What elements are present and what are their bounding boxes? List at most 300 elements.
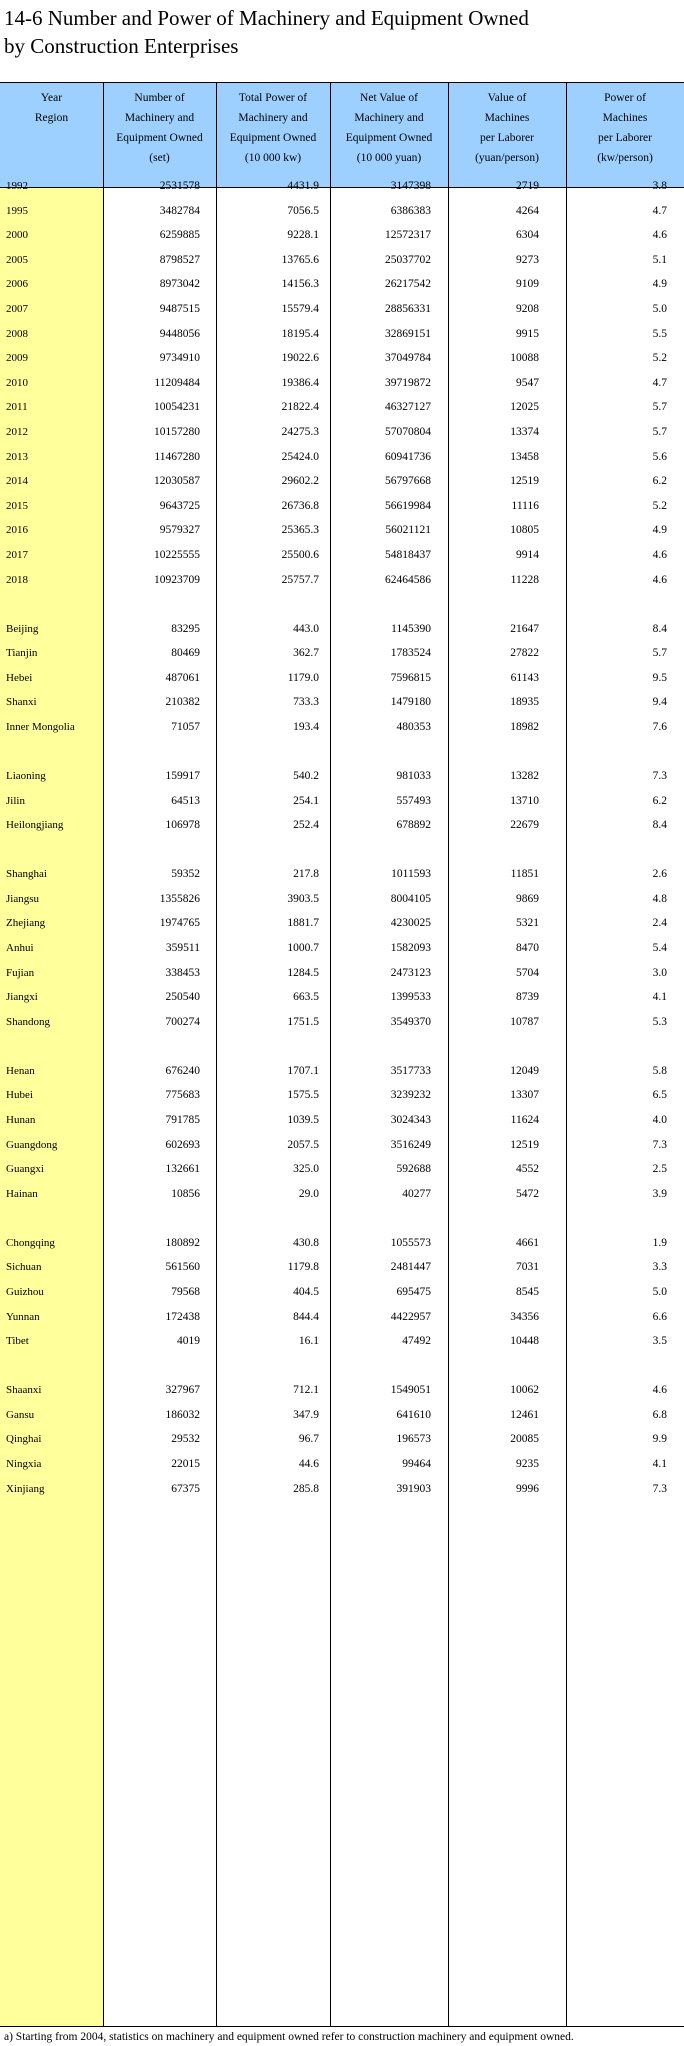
table-cell: 3239232 [390,1089,431,1102]
table-cell: 4.1 [652,1458,667,1470]
table-cell: 21822.4 [281,401,319,414]
table-cell: 4.0 [652,1114,667,1126]
table-cell: 2057.5 [287,1138,319,1151]
table-cell: 29532 [171,1433,200,1446]
table-cell: 16.1 [298,1335,319,1348]
table-row [0,913,684,933]
row-label: Xinjiang [6,1482,45,1495]
table-cell: 10054231 [154,401,200,414]
table-cell: 4.6 [652,1384,667,1397]
row-label: 1995 [6,204,28,217]
table-row [0,250,684,270]
table-row [0,1012,684,1032]
table-cell: 7.3 [652,770,667,782]
footnote: a) Starting from 2004, statistics on machinery and equipment owned refer to construction machinery and equipment owned. [4,2031,574,2043]
table-row [0,1331,684,1351]
table-row [0,1282,684,1302]
table-cell: 13765.6 [281,253,319,266]
row-label: Sichuan [6,1261,42,1274]
table-cell: 67375 [171,1482,200,1495]
table-cell: 4.1 [652,991,667,1004]
row-label: 2005 [6,253,28,266]
table-cell: 28856331 [385,303,431,315]
table-cell: 561560 [165,1261,200,1274]
table-cell: 10856 [171,1187,200,1200]
table-cell: 11467280 [154,450,200,463]
table-cell: 3.0 [652,966,667,979]
table-cell: 10805 [510,524,539,537]
table-cell: 15579.4 [281,303,319,315]
table-cell: 791785 [165,1114,200,1126]
table-cell: 359511 [165,942,200,954]
row-label: 2011 [6,401,28,414]
table-row [0,520,684,540]
table-cell: 663.5 [293,991,319,1004]
title-line-2: by Construction Enterprises [4,34,239,58]
table-cell: 18982 [510,721,539,733]
table-cell: 56619984 [385,499,431,512]
table-cell: 443.0 [293,622,319,635]
table-row [0,570,684,590]
table-cell: 132661 [165,1163,200,1176]
table-cell: 3.8 [652,180,667,192]
table-row [0,717,684,737]
table-cell: 13710 [510,794,539,807]
table-cell: 733.3 [293,696,319,709]
table-cell: 59352 [171,868,200,881]
table-cell: 6.6 [652,1310,667,1323]
table-cell: 2.5 [652,1163,667,1176]
table-cell: 27822 [510,647,539,660]
table-row [0,274,684,294]
row-label: 2015 [6,499,28,512]
table-cell: 4.9 [652,278,667,291]
table-cell: 4.7 [652,204,667,217]
table-row [0,766,684,786]
row-label: Guangxi [6,1163,44,1176]
row-label: Jiangxi [6,991,38,1004]
table-cell: 71057 [171,721,200,733]
table-cell: 29.0 [298,1187,319,1200]
table-cell: 172438 [165,1310,200,1323]
table-cell: 44.6 [298,1458,319,1470]
table-row [0,496,684,516]
table-cell: 981033 [396,770,431,782]
table-cell: 11209484 [154,376,200,389]
table-cell: 3.3 [652,1261,667,1274]
table-cell: 7.6 [652,721,667,733]
table-cell: 217.8 [293,868,319,881]
table-cell: 9996 [516,1482,539,1495]
table-cell: 210382 [165,696,200,709]
table-row [0,938,684,958]
table-cell: 327967 [165,1384,200,1397]
row-label: Anhui [6,942,34,954]
table-row [0,1061,684,1081]
table-cell: 5.3 [652,1015,667,1028]
row-label: Tianjin [6,647,38,660]
table-cell: 4422957 [390,1310,431,1323]
table-cell: 1575.5 [287,1089,319,1102]
table-cell: 5.6 [652,450,667,463]
table-cell: 12030587 [154,475,200,488]
row-label: Heilongjiang [6,819,64,832]
table-cell: 6.2 [652,475,667,488]
table-cell: 4.6 [652,573,667,586]
table-cell: 10062 [510,1384,539,1397]
table-cell: 10088 [510,352,539,365]
table-cell: 4.6 [652,549,667,561]
table-cell: 20085 [510,1433,539,1446]
table-cell: 3147398 [390,180,431,192]
table-cell: 254.1 [293,794,319,807]
table-cell: 8.4 [652,819,667,832]
table-row [0,987,684,1007]
row-label: Shaanxi [6,1384,42,1397]
table-cell: 9643725 [159,499,200,512]
table-cell: 700274 [165,1015,200,1028]
table-cell: 9547 [516,376,539,389]
table-cell: 25365.3 [281,524,319,537]
table-cell: 34356 [510,1310,539,1323]
table-cell: 5.2 [652,499,667,512]
table-row [0,1405,684,1425]
row-label: 2007 [6,303,28,315]
table-cell: 1751.5 [287,1015,319,1028]
table-cell: 285.8 [293,1482,319,1495]
row-label: 2009 [6,352,28,365]
table-cell: 83295 [171,622,200,635]
table-cell: 6259885 [159,229,200,242]
table-cell: 14156.3 [281,278,319,291]
table-cell: 12519 [510,1138,539,1151]
row-label: Shanxi [6,696,37,709]
table-cell: 712.1 [293,1384,319,1397]
table-cell: 57070804 [385,426,431,438]
table-cell: 4019 [177,1335,200,1348]
row-label: Hainan [6,1187,38,1200]
table-cell: 9.4 [652,696,667,709]
table-cell: 13458 [510,450,539,463]
table-cell: 29602.2 [281,475,319,488]
table-cell: 12519 [510,475,539,488]
table-cell: 6.5 [652,1089,667,1102]
table-cell: 480353 [396,721,431,733]
table-cell: 8798527 [159,253,200,266]
table-row [0,963,684,983]
table-row [0,348,684,368]
table-cell: 7.3 [652,1138,667,1151]
table-cell: 12461 [510,1408,539,1421]
table-cell: 5.7 [652,647,667,660]
table-row [0,1110,684,1130]
table-row [0,1085,684,1105]
table-row [0,1380,684,1400]
table-cell: 1974765 [159,917,200,930]
title-line-1: 14-6 Number and Power of Machinery and Equipment Owned [4,6,529,30]
row-label: Henan [6,1064,35,1077]
page-title [4,4,529,60]
table-cell: 18935 [510,696,539,709]
table-cell: 11116 [511,499,539,512]
column-header: Number of Machinery and Equipment Owned (set) [116,92,203,164]
table-cell: 2.4 [652,917,667,930]
row-label: Guangdong [6,1138,58,1151]
table-row [0,1233,684,1253]
table-cell: 9448056 [159,327,200,340]
table-row [0,1429,684,1449]
row-label: 2014 [6,475,28,488]
table-row [0,225,684,245]
table-cell: 4.9 [652,524,667,537]
table-cell: 5.7 [652,401,667,414]
table-cell: 5.5 [652,327,667,340]
table-row [0,299,684,319]
table-cell: 487061 [165,671,200,684]
column-header: Year Region [34,92,69,124]
table-cell: 4264 [516,204,539,217]
table-cell: 9869 [516,892,539,905]
table-cell: 8.4 [652,622,667,635]
table-cell: 6304 [516,229,539,242]
table-cell: 404.5 [293,1286,319,1298]
table-cell: 22679 [510,819,539,832]
row-label: Gansu [6,1408,35,1421]
row-label: Ningxia [6,1458,42,1470]
table-cell: 3.5 [652,1335,667,1348]
table-cell: 1479180 [390,696,431,709]
table-cell: 1355826 [159,892,200,905]
table-cell: 3549370 [390,1015,431,1028]
table-row [0,324,684,344]
table-cell: 12572317 [385,229,431,242]
table-cell: 37049784 [385,352,431,365]
table-row [0,1135,684,1155]
table-cell: 10787 [510,1015,539,1028]
table-cell: 3903.5 [287,892,319,905]
table-cell: 5.8 [652,1064,667,1077]
row-label: 2006 [6,278,28,291]
table-cell: 21647 [510,622,539,635]
table-row [0,1257,684,1277]
table-cell: 10225555 [154,549,200,561]
row-label: Hebei [6,671,33,684]
table-cell: 4.6 [652,229,667,242]
table-cell: 1399533 [390,991,431,1004]
row-label: Inner Mongolia [6,721,75,733]
column-header: Total Power of Machinery and Equipment Owned (10 000 kw) [229,92,317,164]
table-cell: 3482784 [159,204,200,217]
data-table [0,82,684,2027]
table-cell: 7596815 [390,671,431,684]
table-row [0,373,684,393]
table-cell: 60941736 [385,450,431,463]
table-cell: 9487515 [159,303,200,315]
table-cell: 4.8 [652,892,667,905]
table-cell: 1549051 [390,1384,431,1397]
table-cell: 13307 [510,1089,539,1102]
table-cell: 1783524 [390,647,431,660]
table-cell: 8004105 [390,892,431,905]
row-label: Beijing [6,622,39,635]
table-cell: 8739 [516,991,539,1004]
table-cell: 3.9 [652,1187,667,1200]
row-label: Guizhou [6,1286,44,1298]
table-cell: 557493 [396,794,431,807]
table-row [0,422,684,442]
table-cell: 9914 [516,549,539,561]
table-cell: 12049 [510,1064,539,1077]
table-cell: 186032 [165,1408,200,1421]
table-cell: 180892 [165,1236,200,1249]
row-label: 2010 [6,376,28,389]
row-label: Zhejiang [6,917,46,930]
table-cell: 641610 [396,1408,431,1421]
table-cell: 10448 [510,1335,539,1348]
table-cell: 4661 [516,1236,539,1249]
table-row [0,791,684,811]
table-cell: 7031 [516,1261,539,1274]
row-label: 2016 [6,524,28,537]
table-cell: 7.3 [652,1482,667,1495]
table-cell: 1582093 [390,942,431,954]
table-cell: 96.7 [298,1433,319,1446]
row-label: Jiangsu [6,892,39,905]
table-cell: 1011593 [391,868,431,881]
table-cell: 79568 [171,1286,200,1298]
table-row [0,1454,684,1474]
table-cell: 10157280 [154,426,200,438]
row-label: Tibet [6,1335,29,1348]
table-row [0,545,684,565]
table-cell: 5.4 [652,942,667,954]
table-row [0,619,684,639]
table-cell: 106978 [165,819,200,832]
table-cell: 1881.7 [287,917,319,930]
table-cell: 347.9 [293,1408,319,1421]
table-cell: 196573 [396,1433,431,1446]
table-cell: 9228.1 [287,229,319,242]
table-cell: 1179.0 [287,671,319,684]
table-row [0,397,684,417]
table-cell: 5321 [516,917,539,930]
row-label: Liaoning [6,770,46,782]
table-cell: 9.5 [652,671,667,684]
table-cell: 9579327 [159,524,200,537]
table-cell: 844.4 [293,1310,319,1323]
table-cell: 25424.0 [281,450,319,463]
table-cell: 1145390 [391,622,431,635]
table-row [0,668,684,688]
table-row [0,864,684,884]
table-row [0,447,684,467]
table-cell: 18195.4 [281,327,319,340]
table-cell: 9235 [516,1458,539,1470]
table-cell: 19022.6 [281,352,319,365]
table-cell: 9109 [516,278,539,291]
table-cell: 338453 [165,966,200,979]
table-cell: 80469 [171,647,200,660]
table-cell: 1039.5 [287,1114,319,1126]
row-label: Shanghai [6,868,47,881]
row-label: 2008 [6,327,28,340]
table-cell: 11624 [510,1114,539,1126]
row-label: Jilin [6,794,25,807]
table-cell: 2473123 [390,966,431,979]
table-cell: 26736.8 [281,499,319,512]
table-cell: 4230025 [390,917,431,930]
table-cell: 25037702 [385,253,431,266]
table-cell: 602693 [165,1138,200,1151]
table-cell: 3516249 [390,1138,431,1151]
table-cell: 250540 [165,991,200,1004]
column-header: Power of Machines per Laborer (kw/person) [597,92,653,164]
row-label: 2018 [6,573,28,586]
table-cell: 5.0 [652,1286,667,1298]
row-label: 2013 [6,450,28,463]
table-cell: 46327127 [385,401,431,414]
table-cell: 5704 [516,966,539,979]
table-cell: 8973042 [159,278,200,291]
table-cell: 391903 [396,1482,431,1495]
table-cell: 5.2 [652,352,667,365]
table-row [0,1159,684,1179]
table-cell: 159917 [165,770,200,782]
table-cell: 2719 [516,180,539,192]
table-row [0,201,684,221]
row-label: 1992 [6,180,28,192]
table-cell: 1.9 [652,1236,667,1249]
table-cell: 64513 [171,794,200,807]
table-cell: 9208 [516,303,539,315]
table-cell: 8545 [516,1286,539,1298]
table-row [0,176,684,196]
table-cell: 8470 [516,942,539,954]
table-cell: 3517733 [390,1064,431,1077]
row-label: Fujian [6,966,35,979]
table-row [0,815,684,835]
table-cell: 6386383 [390,204,431,217]
table-cell: 12025 [510,401,539,414]
table-cell: 5.7 [652,426,667,438]
row-label: Qinghai [6,1433,42,1446]
table-cell: 19386.4 [281,376,319,389]
table-cell: 47492 [402,1335,431,1348]
table-cell: 22015 [171,1458,200,1470]
table-cell: 13374 [510,426,539,438]
table-cell: 9734910 [159,352,200,365]
row-label: Yunnan [6,1310,40,1323]
table-cell: 4431.9 [287,180,319,192]
table-cell: 40277 [402,1187,431,1200]
table-row [0,1184,684,1204]
table-row [0,889,684,909]
table-cell: 2481447 [390,1261,431,1274]
table-cell: 362.7 [293,647,319,660]
table-cell: 9915 [516,327,539,340]
column-header: Value of Machines per Laborer (yuan/person) [475,92,539,164]
table-cell: 6.8 [652,1408,667,1421]
table-cell: 25757.7 [281,573,319,586]
table-cell: 9.9 [652,1433,667,1446]
table-cell: 4552 [516,1163,539,1176]
table-cell: 5472 [516,1187,539,1200]
table-row [0,1479,684,1499]
table-cell: 1179.8 [287,1261,319,1274]
column-header: Net Value of Machinery and Equipment Owned (10 000 yuan) [345,92,433,164]
row-label: 2012 [6,426,28,438]
table-cell: 540.2 [293,770,319,782]
